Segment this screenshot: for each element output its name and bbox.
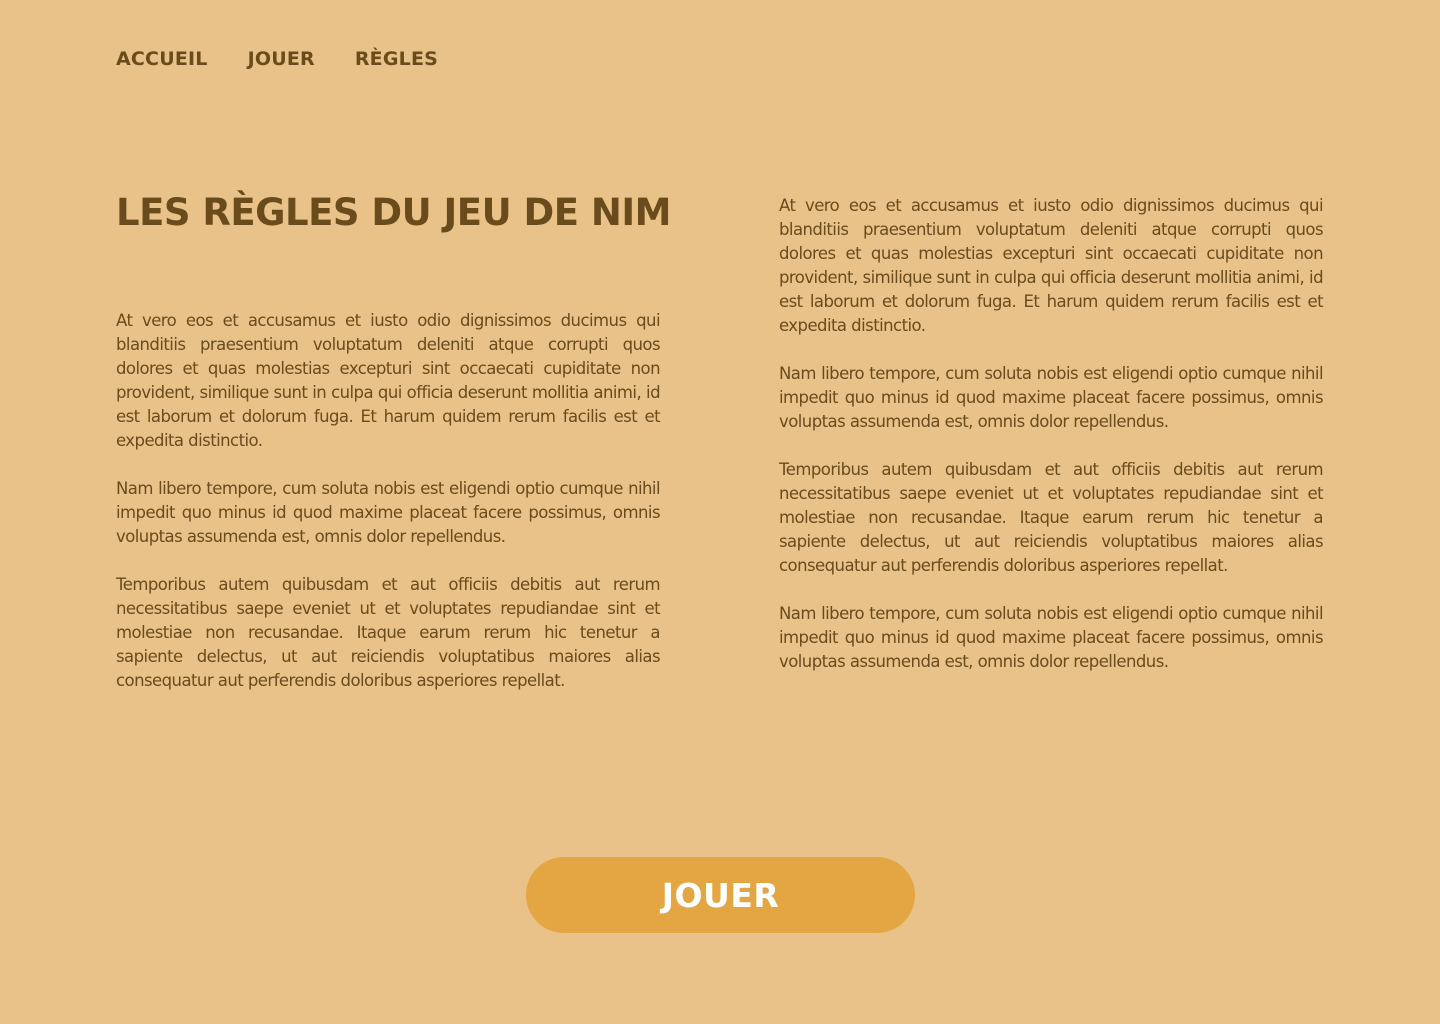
- rules-paragraph: Temporibus autem quibusdam et aut officiis debitis aut rerum necessitatibus saepe eveniet ut et voluptates repudiandae sint et molestiae non recusandae. Itaque earum rerum hic tenetur a sapiente delectus, ut aut reiciendis voluptatibus maiores alias consequatur aut perferendis doloribus asperiores repellat.: [779, 460, 1323, 575]
- main-nav: [116, 47, 438, 71]
- rules-paragraph: Temporibus autem quibusdam et aut officiis debitis aut rerum necessitatibus saepe eveniet ut et voluptates repudiandae sint et molestiae non recusandae. Itaque earum rerum hic tenetur a sapiente delectus, ut aut reiciendis voluptatibus maiores alias consequatur aut perferendis doloribus asperiores repellat.: [116, 575, 660, 690]
- play-button[interactable]: JOUER: [526, 857, 915, 933]
- rules-column-left: [116, 309, 660, 717]
- rules-paragraph: At vero eos et accusamus et iusto odio dignissimos ducimus qui blanditiis praesentium voluptatum deleniti atque corrupti quos dolores et quas molestias excepturi sint occaecati cupiditate non provident, similique sunt in culpa qui officia deserunt mollitia animi, id est laborum et dolorum fuga. Et harum quidem rerum facilis est et expedita distinctio.: [116, 311, 660, 450]
- rules-paragraph: Nam libero tempore, cum soluta nobis est eligendi optio cumque nihil impedit quo minus id quod maxime placeat facere possimus, omnis voluptas assumenda est, omnis dolor repellendus.: [116, 479, 660, 546]
- nav-link-regles[interactable]: RÈGLES: [354, 48, 439, 70]
- nav-link-accueil[interactable]: ACCUEIL: [116, 48, 208, 70]
- nav-link-jouer[interactable]: JOUER: [247, 48, 315, 70]
- rules-paragraph: Nam libero tempore, cum soluta nobis est eligendi optio cumque nihil impedit quo minus id quod maxime placeat facere possimus, omnis voluptas assumenda est, omnis dolor repellendus.: [779, 604, 1323, 671]
- rules-column-right: [779, 194, 1323, 698]
- page-title: LES RÈGLES DU JEU DE NIM: [116, 191, 671, 234]
- rules-paragraph: Nam libero tempore, cum soluta nobis est eligendi optio cumque nihil impedit quo minus id quod maxime placeat facere possimus, omnis voluptas assumenda est, omnis dolor repellendus.: [779, 364, 1323, 431]
- rules-paragraph: At vero eos et accusamus et iusto odio dignissimos ducimus qui blanditiis praesentium voluptatum deleniti atque corrupti quos dolores et quas molestias excepturi sint occaecati cupiditate non provident, similique sunt in culpa qui officia deserunt mollitia animi, id est laborum et dolorum fuga. Et harum quidem rerum facilis est et expedita distinctio.: [779, 196, 1323, 335]
